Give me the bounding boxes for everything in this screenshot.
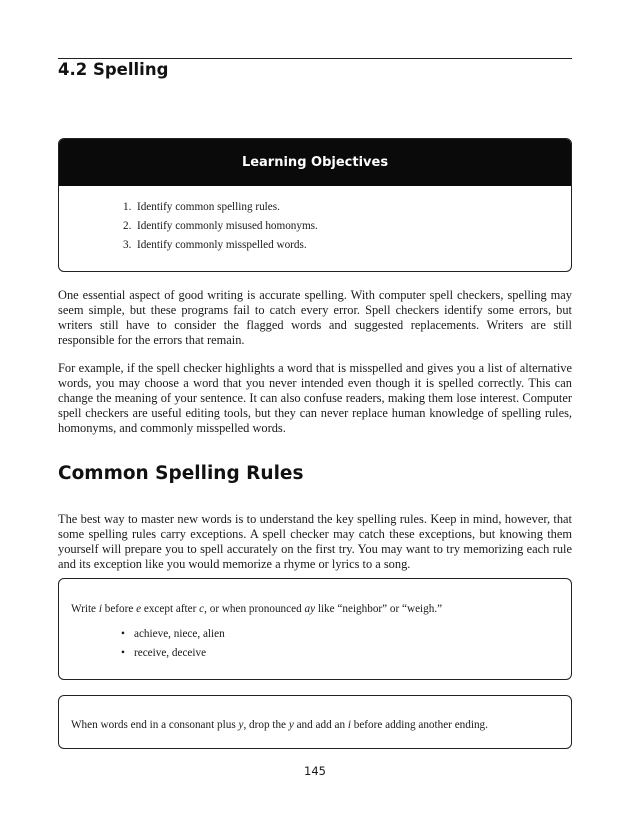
objective-text: Identify commonly misused homonyms. bbox=[136, 220, 318, 232]
example-item: • receive, deceive bbox=[121, 644, 559, 663]
example-item: • achieve, niece, alien bbox=[121, 625, 559, 644]
objective-item bbox=[123, 217, 571, 236]
objectives-list bbox=[59, 186, 571, 255]
objective-item bbox=[123, 198, 571, 217]
example-list bbox=[71, 625, 559, 663]
learning-objectives-heading: Learning Objectives bbox=[59, 139, 571, 186]
objective-number: 2. bbox=[123, 220, 132, 232]
objective-text: Identify commonly misspelled words. bbox=[136, 239, 307, 251]
paragraph-example: For example, if the spell checker highlights a word that is misspelled and gives you a list of alternative words, you may choose a word that you never intended even though it is spelled correctly. This can change the meaning of your sentence. It can also confuse readers, making them lose interest. Computer spell checkers are useful editing tools, but they can never replace human knowledge of spelling rules, homonyms, and commonly misspelled words. bbox=[58, 361, 572, 435]
objective-item bbox=[123, 236, 571, 255]
rule-box-consonant-y bbox=[58, 695, 572, 749]
paragraph-spelling-rules: The best way to master new words is to understand the key spelling rules. Keep in mind, however, that some spelling rules carry exceptions. A spell checker may catch these exceptions, but knowing them yourself will prepare you to spell accurately on the first try. You may want to try memorizing each rule and its exception like you would memorize a rhyme or lyrics to a song. bbox=[58, 512, 572, 571]
objective-number: 3. bbox=[123, 239, 132, 251]
learning-objectives-box bbox=[58, 138, 572, 272]
rule-text: Write i before e except after c, or when pronounced ay like “neighbor” or “weigh.” bbox=[71, 603, 443, 615]
objective-text: Identify common spelling rules. bbox=[136, 201, 280, 213]
rule-text: When words end in a consonant plus y, drop the y and add an i before adding another ending. bbox=[71, 719, 488, 731]
bullet-icon: • bbox=[121, 628, 125, 640]
bullet-icon: • bbox=[121, 647, 125, 659]
top-rule bbox=[58, 58, 572, 59]
subsection-title: Common Spelling Rules bbox=[58, 463, 304, 484]
page-number: 145 bbox=[304, 764, 326, 778]
paragraph-intro: One essential aspect of good writing is accurate spelling. With computer spell checkers, spelling may seem simple, but these programs fail to catch every error. Spell checkers identify some errors, but writers still have to consider the flagged words and suggested replacements. Writers are still responsible for the errors that remain. bbox=[58, 288, 572, 347]
section-title: 4.2 Spelling bbox=[58, 60, 169, 79]
rule-box-i-before-e bbox=[58, 578, 572, 680]
objective-number: 1. bbox=[123, 201, 132, 213]
